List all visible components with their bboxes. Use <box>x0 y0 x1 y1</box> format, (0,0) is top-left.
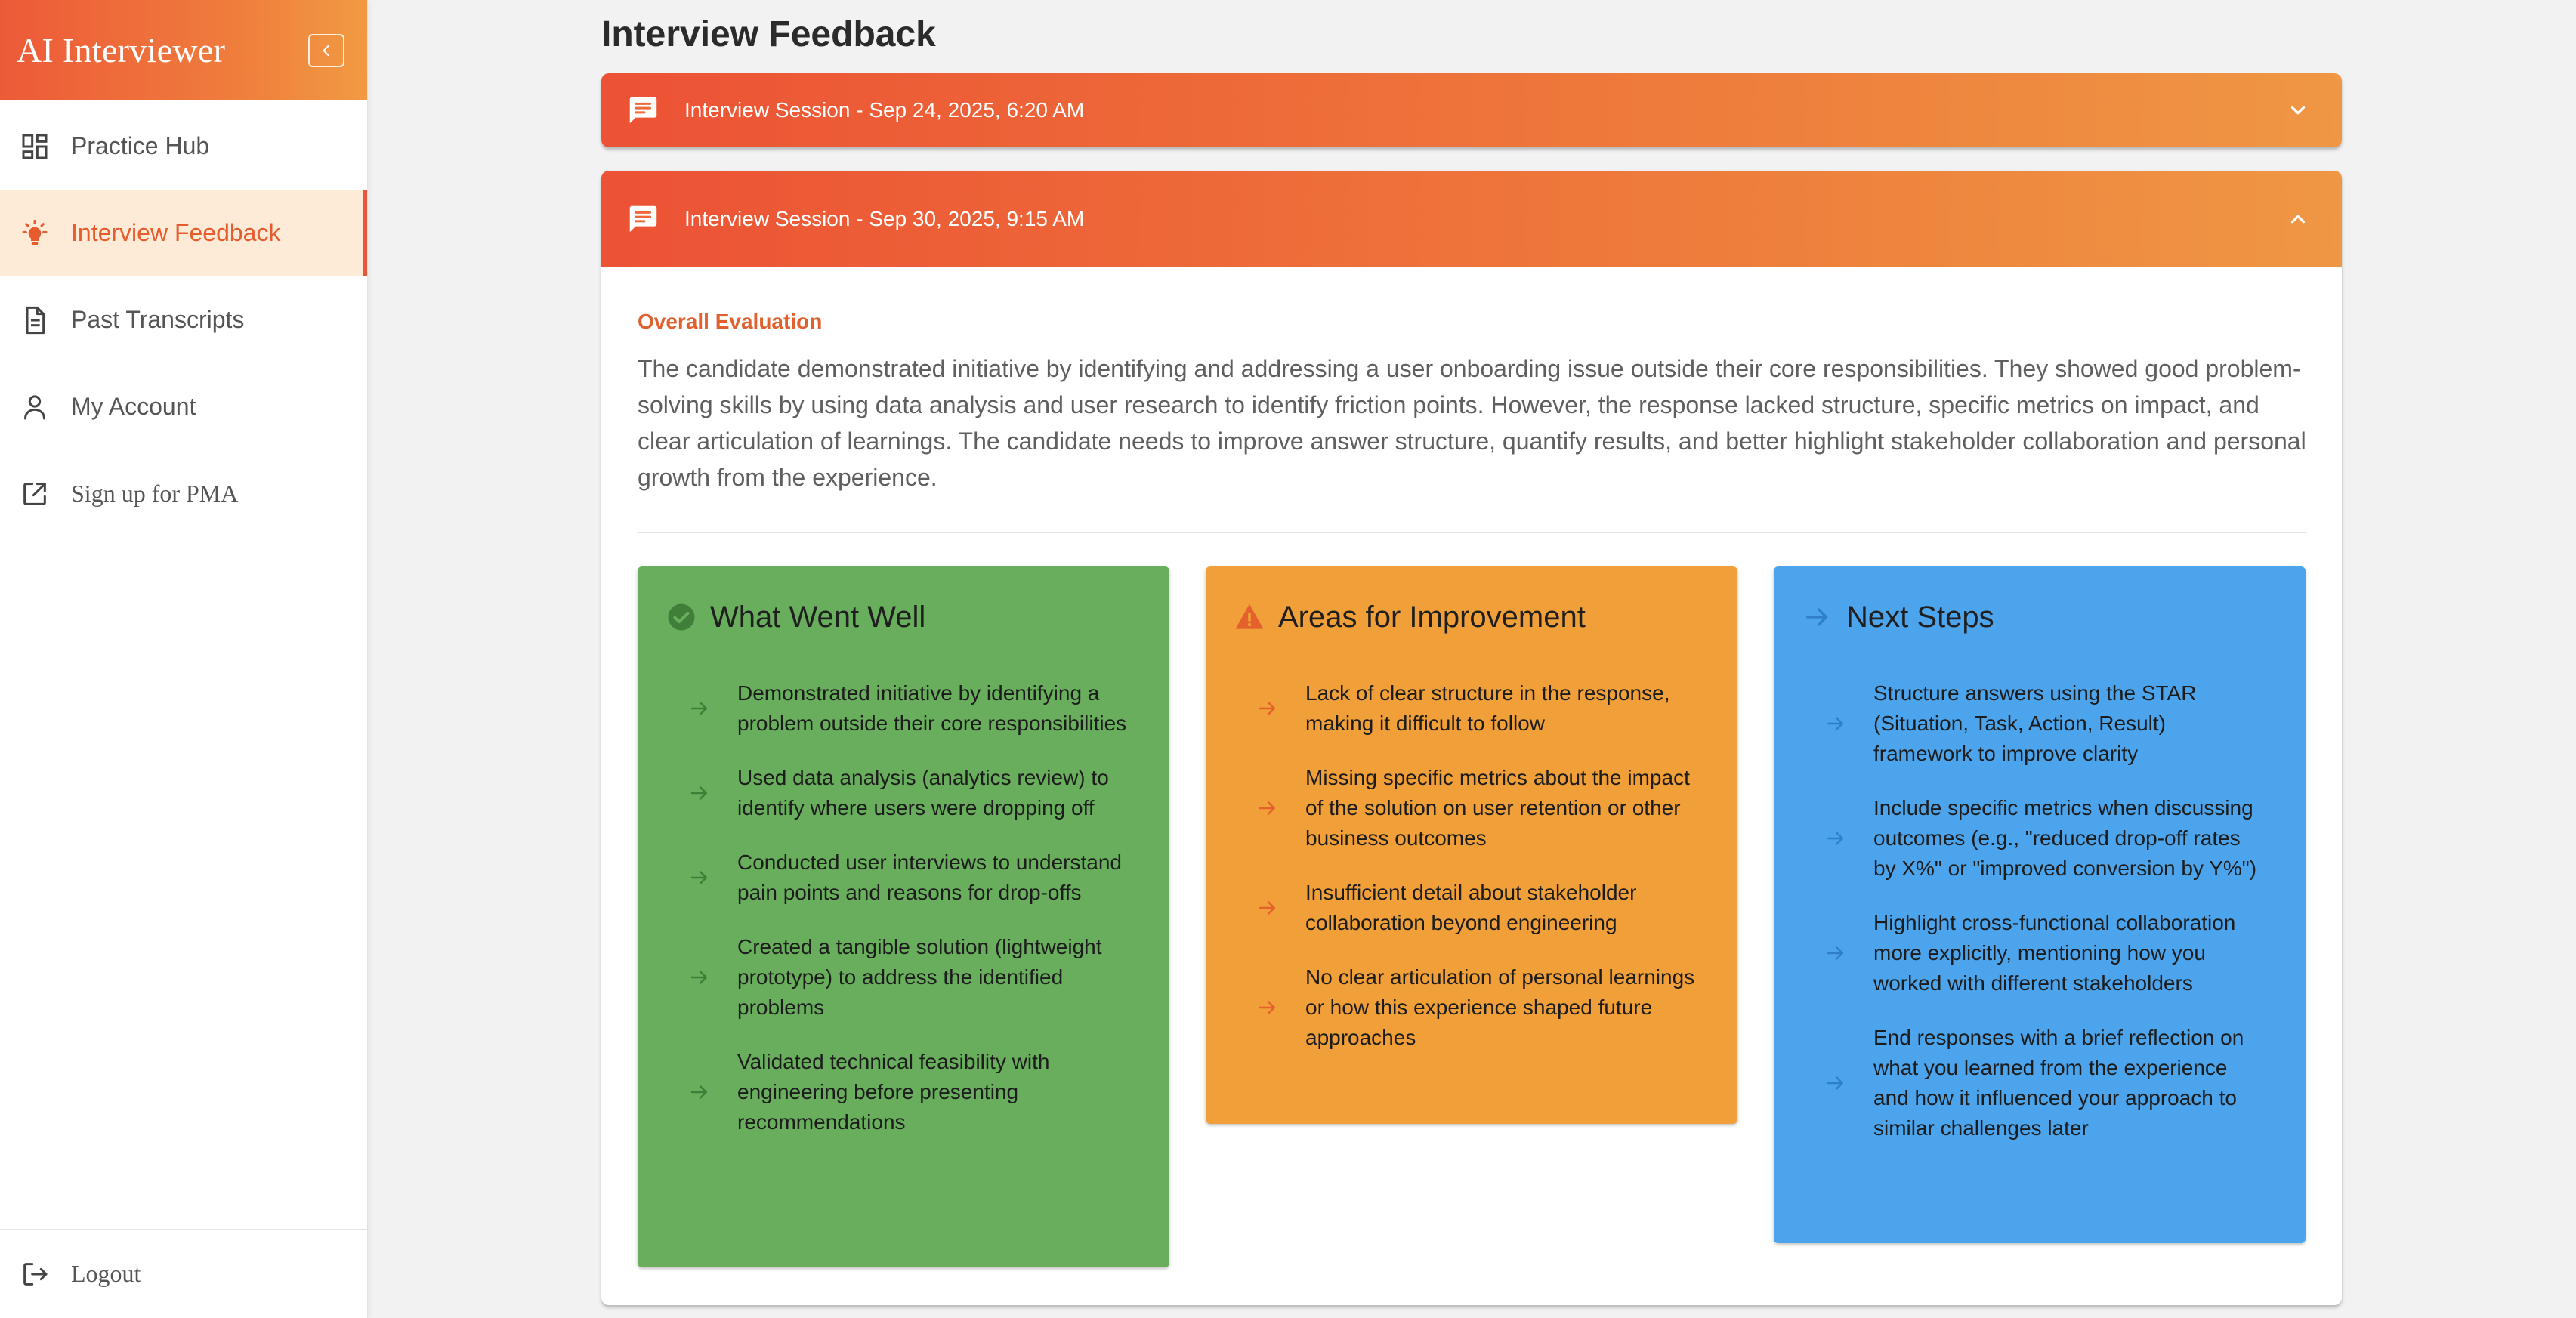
warning-icon <box>1233 600 1266 634</box>
list-item <box>638 1047 1169 1137</box>
improvement-list <box>1206 678 1737 1053</box>
arrow-right-icon <box>1801 600 1834 634</box>
list-item-text: Created a tangible solution (lightweight prototype) to address the identified problems <box>737 935 1102 1019</box>
session-header-collapsed[interactable] <box>601 73 2342 147</box>
arrow-right-icon <box>686 964 713 991</box>
arrow-right-icon <box>1254 894 1281 921</box>
session-title: Interview Session - Sep 30, 2025, 9:15 AM <box>684 207 1085 230</box>
lightbulb-icon <box>18 217 51 250</box>
list-item <box>638 763 1169 823</box>
arrow-right-icon <box>1254 994 1281 1021</box>
went-well-list <box>638 678 1169 1137</box>
sidebar-header <box>0 0 367 100</box>
list-item <box>1206 678 1737 739</box>
overall-evaluation-text: The candidate demonstrated initiative by identifying and addressing a user onboarding issue outside their core responsibilities. They showed good problem-solving skills by using data analysis and user research to identify friction points. However, the response lacked structure, specific metrics on impact, and clear articulation of learnings. The candidate needs to improve answer structure, quantify results, and better highlight stakeholder collaboration and personal growth from the experience. <box>638 355 2306 491</box>
arrow-right-icon <box>686 864 713 891</box>
arrow-right-icon <box>686 695 713 722</box>
list-item-text: Used data analysis (analytics review) to identify where users were dropping off <box>737 766 1109 820</box>
arrow-right-icon <box>1822 825 1849 852</box>
arrow-right-icon <box>1254 795 1281 822</box>
list-item-text: Include specific metrics when discussing outcomes (e.g., "reduced drop-off rates by X%" or "improved conversion by Y%") <box>1873 796 2257 880</box>
arrow-right-icon <box>1822 1070 1849 1097</box>
sidebar <box>0 0 368 1318</box>
arrow-right-icon <box>686 1079 713 1106</box>
chevron-down-icon[interactable] <box>2284 97 2312 124</box>
divider <box>638 532 2306 533</box>
session-body <box>601 310 2342 533</box>
external-link-icon <box>18 477 51 511</box>
arrow-right-icon <box>1254 695 1281 722</box>
list-item-text: Structure answers using the STAR (Situation, Task, Action, Result) framework to improve clarity <box>1873 681 2197 765</box>
card-areas-for-improvement <box>1206 566 1737 1124</box>
list-item-text: Validated technical feasibility with engineering before presenting recommendations <box>737 1050 1050 1134</box>
document-icon <box>18 304 51 337</box>
chevron-left-icon <box>319 43 334 58</box>
list-item <box>1206 763 1737 853</box>
list-item-text: Demonstrated initiative by identifying a problem outside their core responsibilities <box>737 681 1127 735</box>
list-item-text: Missing specific metrics about the impact of the solution on user retention or other business outcomes <box>1305 766 1690 850</box>
card-next-steps <box>1774 566 2306 1243</box>
list-item <box>1206 878 1737 938</box>
sidebar-nav <box>0 103 367 537</box>
card-title: Areas for Improvement <box>1278 600 1586 634</box>
session-panel-expanded <box>601 171 2342 1305</box>
arrow-right-icon <box>1822 710 1849 737</box>
sidebar-item-interview-feedback[interactable] <box>0 190 367 276</box>
card-title: Next Steps <box>1846 600 1994 634</box>
list-item-text: Insufficient detail about stakeholder collaboration beyond engineering <box>1305 881 1637 934</box>
chat-icon <box>625 202 660 236</box>
list-item <box>1206 962 1737 1053</box>
arrow-right-icon <box>1822 940 1849 967</box>
list-item-text: No clear articulation of personal learnings or how this experience shaped future approaches <box>1305 965 1695 1049</box>
logout-label: Logout <box>71 1260 141 1287</box>
user-icon <box>18 390 51 424</box>
list-item <box>638 678 1169 739</box>
list-item <box>1774 678 2306 769</box>
card-title: What Went Well <box>710 600 926 634</box>
list-item-text: Conducted user interviews to understand pain points and reasons for drop-offs <box>737 850 1122 904</box>
sidebar-item-past-transcripts[interactable] <box>0 276 367 363</box>
list-item-text: End responses with a brief reflection on what you learned from the experience and how it influenced your approach to similar challenges later <box>1873 1026 2244 1140</box>
list-item <box>638 847 1169 908</box>
list-item-text: Lack of clear structure in the response, making it difficult to follow <box>1305 681 1670 735</box>
session-header-expanded[interactable] <box>601 171 2342 267</box>
check-circle-icon <box>665 600 698 634</box>
sidebar-item-label: My Account <box>71 393 196 420</box>
list-item <box>1774 793 2306 884</box>
sidebar-item-my-account[interactable] <box>0 363 367 450</box>
list-item <box>1774 1023 2306 1144</box>
logout-button[interactable] <box>0 1230 367 1318</box>
arrow-right-icon <box>686 779 713 807</box>
overall-evaluation-heading: Overall Evaluation <box>638 310 823 333</box>
collapse-sidebar-button[interactable] <box>308 34 344 67</box>
session-title: Interview Session - Sep 24, 2025, 6:20 AM <box>684 98 1085 122</box>
page-title: Interview Feedback <box>601 14 936 54</box>
list-item-text: Highlight cross-functional collaboration more explicitly, mentioning how you worked with different stakeholders <box>1873 911 2236 995</box>
sidebar-item-label: Practice Hub <box>71 132 210 159</box>
sidebar-item-label: Interview Feedback <box>71 219 281 246</box>
sidebar-item-practice-hub[interactable] <box>0 103 367 190</box>
next-steps-list <box>1774 678 2306 1144</box>
logout-icon <box>18 1258 51 1291</box>
chevron-up-icon[interactable] <box>2284 205 2312 233</box>
sidebar-item-sign-up-pma[interactable] <box>0 450 367 537</box>
list-item <box>638 932 1169 1023</box>
card-what-went-well <box>638 566 1169 1267</box>
chat-icon <box>625 93 660 128</box>
dashboard-icon <box>18 130 51 163</box>
sidebar-footer <box>0 1229 367 1318</box>
list-item <box>1774 908 2306 999</box>
app-title: AI Interviewer <box>17 31 226 69</box>
sidebar-item-label: Sign up for PMA <box>71 480 239 507</box>
sidebar-item-label: Past Transcripts <box>71 306 245 333</box>
